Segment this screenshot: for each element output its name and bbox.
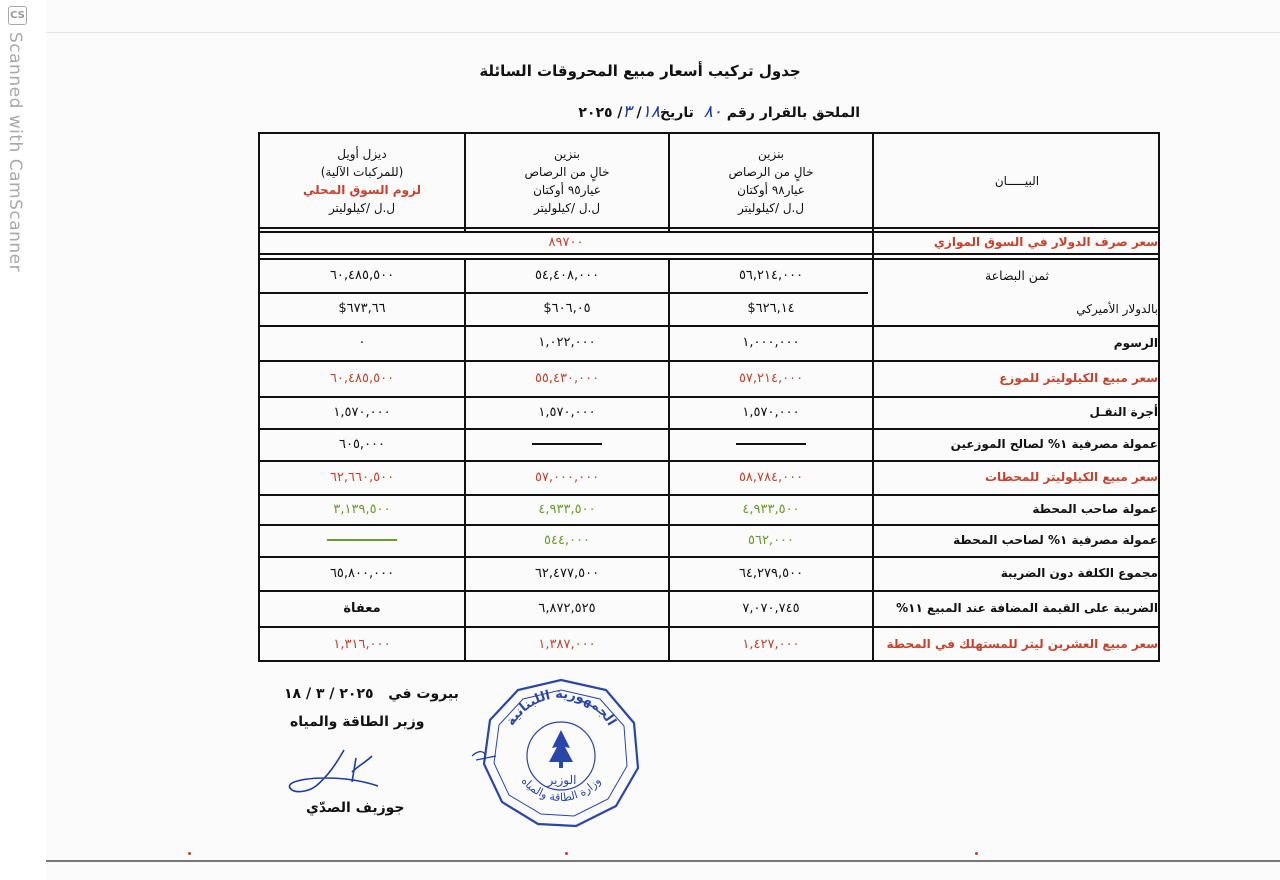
row-value-diesel: ٦٠,٤٨٥,٥٠٠ [329,370,395,386]
row-label: عمولة مصرفية ١% لصالح الموزعين [950,437,1158,451]
watermark-text: Scanned with CamScanner [5,32,25,273]
row-value-gasoline-95 [466,428,668,460]
footer-date: ٢٠٢٥ / ٣ / ١٨ [284,686,374,702]
subtitle-prefix: الملحق بالقرار رقم [726,105,860,121]
scan-speck [565,852,568,855]
row-label: عمولة صاحب المحطة [1032,502,1158,516]
camscanner-logo: CS [8,6,27,25]
decision-number: ٨٠ [703,102,722,122]
row-label: الرسوم [1113,335,1158,350]
goods-price-usd-gasoline-98: ٦٢٦,١٤$ [747,301,795,316]
row-value-diesel: ١,٣١٦,٠٠٠ [333,636,391,652]
stamp-bottom-text: وزارة الطاقة والمياه [518,774,604,805]
row-value-gasoline-98: ٥٨,٧٨٤,٠٠٠ [738,469,804,485]
row-value-gasoline-98: ١,٤٢٧,٠٠٠ [742,636,800,652]
row-value-gasoline-95: ٥٧,٠٠٠,٠٠٠ [534,469,600,485]
minister-signature [286,742,396,802]
goods-price-label: ثمن البضاعة [984,267,1050,283]
row-value-diesel: ٦٥,٨٠٠,٠٠٠ [329,565,395,581]
goods-price-usd-diesel: ٦٧٣,٦٦$ [338,301,386,316]
ministry-stamp [466,668,656,838]
empty-dash [327,539,397,541]
goods-price-usd-label: بالدولار الأميركي [1076,301,1158,316]
exchange-rate-label: سعر صرف الدولار في السوق الموازي [933,235,1158,249]
minister-title: وزير الطاقة والمياه [290,714,425,730]
stamp-outer-text: الجمهورية اللبنانية [503,686,619,729]
row-value-gasoline-95: ٦٢,٤٧٧,٥٠٠ [534,565,600,581]
row-value-gasoline-98: ١,٥٧٠,٠٠٠ [742,404,800,420]
row-value-gasoline-98: ٤,٩٣٣,٥٠٠ [742,501,800,517]
row-label: أجرة النقـل [1089,405,1158,419]
empty-dash [736,443,806,445]
row-value-gasoline-95: ١,٥٧٠,٠٠٠ [538,404,596,420]
row-value-diesel: ٠ [358,335,366,350]
footer-place: بيروت في [388,686,459,702]
top-divider [46,32,1280,33]
minister-name: جوزيف الصدّي [306,800,405,816]
date-year: ٢٠٢٥ [578,105,613,121]
row-value-diesel: معفاة [343,600,381,616]
scan-speck [975,852,978,855]
row-value-gasoline-98: ٥٦٢,٠٠٠ [747,532,795,548]
row-value-gasoline-95: ٦,٨٧٢,٥٢٥ [538,600,596,616]
row-value-gasoline-98 [670,428,872,460]
date-month: ٣ [622,102,632,122]
row-value-gasoline-98: ١,٠٠٠,٠٠٠ [742,335,800,350]
row-label: مجموع الكلفة دون الضريبة [1000,566,1158,580]
camscanner-watermark [2,6,32,306]
row-value-gasoline-95: ٥٥,٤٣٠,٠٠٠ [534,370,600,386]
row-label: سعر مبيع العشرين ليتر للمستهلك في المحطة [886,637,1158,651]
row-value-gasoline-95: ٥٤٤,٠٠٠ [543,532,591,548]
row-value-gasoline-95: ١,٠٢٢,٠٠٠ [538,335,596,350]
column-header-gasoline-98: بنزين خالٍ من الرصاص عيار٩٨ أوكتان ل.ل /كيلوليتر [728,146,814,215]
bottom-divider [46,860,1280,862]
footer-date-line [284,686,459,702]
row-value-gasoline-98: ٧,٠٧٠,٧٤٥ [742,600,800,616]
row-value-gasoline-98: ٦٤,٢٧٩,٥٠٠ [738,565,804,581]
column-header-diesel: ديزل أويل (للمركبات الآلية) لزوم السوق المحلي ل.ل /كيلوليتر [303,146,422,215]
goods-price-lbp-diesel: ٦٠,٤٨٥,٥٠٠ [329,267,395,283]
exchange-rate-value: ٨٩٧٠٠ [548,234,584,250]
row-label: سعر مبيع الكيلوليتر للمحطات [984,470,1158,484]
row-value-gasoline-95: ٤,٩٣٣,٥٠٠ [538,501,596,517]
row-value-diesel: ٦٠٥,٠٠٠ [338,436,386,452]
date-day: ١٨ [641,102,660,122]
scan-speck [188,852,191,855]
goods-price-lbp-gasoline-98: ٥٦,٢١٤,٠٠٠ [738,267,804,283]
row-value-gasoline-98: ٥٧,٢١٤,٠٠٠ [738,370,804,386]
row-label: سعر مبيع الكيلوليتر للموزع [999,371,1158,385]
date-prefix: تاريخ [659,105,694,121]
fuel-price-table [258,132,1160,662]
row-value-gasoline-95: ١,٣٨٧,٠٠٠ [538,636,596,652]
cedar-icon [549,730,573,768]
goods-price-usd-gasoline-95: ٦٠٦,٠٥$ [543,301,591,316]
row-label: الضريبة على القيمة المضافة عند المبيع ١١% [896,601,1158,615]
stamp-inner-text: الوزير [547,773,577,787]
row-value-diesel [260,524,464,556]
row-value-diesel: ١,٥٧٠,٠٠٠ [333,404,391,420]
label-header: البيـــــان [994,173,1040,188]
empty-dash [532,443,602,445]
row-value-diesel: ٣,١٣٩,٥٠٠ [333,501,391,517]
goods-price-lbp-gasoline-95: ٥٤,٤٠٨,٠٠٠ [534,267,600,283]
row-value-diesel: ٦٢,٦٦٠,٥٠٠ [329,469,395,485]
row-label: عمولة مصرفية ١% لصاحب المحطة [953,533,1158,547]
document-subtitle: الملحق بالقرار رقم ٨٠ تاريخ١٨/ ٣/ ٢٠٢٥ [578,102,860,122]
document-title: جدول تركيب أسعار مبيع المحروقات السائلة [479,62,801,80]
column-header-gasoline-95: بنزين خالٍ من الرصاص عيار٩٥ أوكتان ل.ل /كيلوليتر [524,146,610,215]
